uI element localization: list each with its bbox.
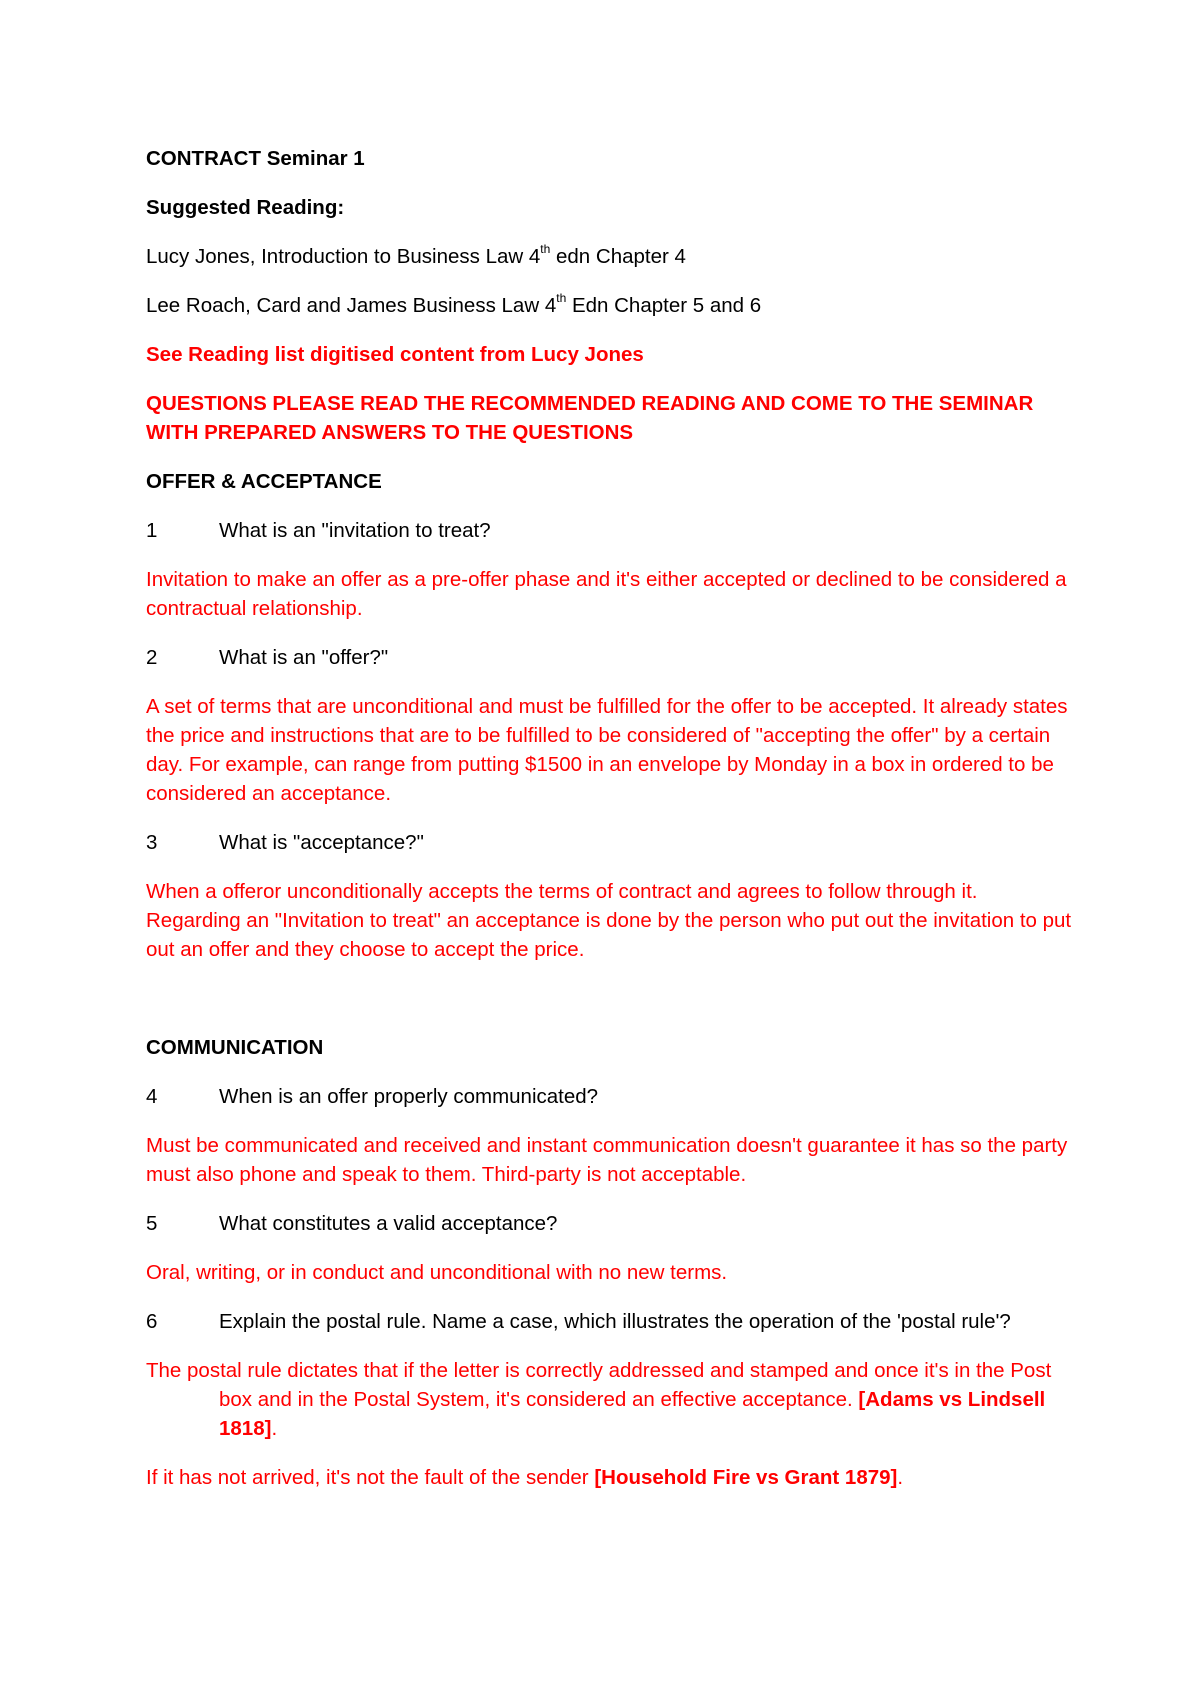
question-5 bbox=[146, 1209, 1076, 1238]
question-2 bbox=[146, 643, 1076, 672]
question-number: 3 bbox=[146, 831, 158, 854]
question-number: 1 bbox=[146, 519, 158, 542]
question-1 bbox=[146, 516, 1076, 545]
question-6 bbox=[146, 1307, 1076, 1336]
question-number: 2 bbox=[146, 646, 158, 669]
question-text: What constitutes a valid acceptance? bbox=[219, 1212, 558, 1235]
blank-line bbox=[146, 984, 1076, 1033]
answer-6: The postal rule dictates that if the letter is correctly addressed and stamped and once it's in the Post box and in the Postal System, it's considered an effective acceptance. [Adams vs Lindsell 1818]. bbox=[146, 1359, 1052, 1440]
answer-3: When a offeror unconditionally accepts the terms of contract and agrees to follow through it. Regarding an "Invitation to treat" an acceptance is done by the person who put out the invitation to put out an offer and they choose to accept the price. bbox=[146, 880, 1072, 961]
document-content bbox=[146, 144, 1076, 1512]
question-4 bbox=[146, 1082, 1076, 1111]
answer-2: A set of terms that are unconditional and must be fulfilled for the offer to be accepted. It already states the price and instructions that are to be fulfilled to be considered of "accepting the offer" by a certain day. For example, can range from putting $1500 in an envelope by Monday in a box in ordered to be considered an acceptance. bbox=[146, 695, 1068, 805]
question-number: 4 bbox=[146, 1085, 158, 1108]
reading-heading: Suggested Reading: bbox=[146, 196, 345, 219]
document-title: CONTRACT Seminar 1 bbox=[146, 147, 365, 170]
question-text: Explain the postal rule. Name a case, which illustrates the operation of the 'postal rule'? bbox=[219, 1310, 1011, 1333]
answer-1: Invitation to make an offer as a pre-offer phase and it's either accepted or declined to be considered a contractual relationship. bbox=[146, 568, 1067, 620]
section-heading-offer-acceptance: OFFER & ACCEPTANCE bbox=[146, 470, 382, 493]
answer-4: Must be communicated and received and instant communication doesn't guarantee it has so the party must also phone and speak to them. Third-party is not acceptable. bbox=[146, 1134, 1068, 1186]
case-citation: [Adams vs Lindsell 1818] bbox=[219, 1388, 1046, 1440]
instructions: QUESTIONS PLEASE READ THE RECOMMENDED READING AND COME TO THE SEMINAR WITH PREPARED ANSWERS TO THE QUESTIONS bbox=[146, 392, 1034, 444]
question-3 bbox=[146, 828, 1076, 857]
question-text: What is "acceptance?" bbox=[219, 831, 424, 854]
final-answer: If it has not arrived, it's not the fault of the sender [Household Fire vs Grant 1879]. bbox=[146, 1466, 904, 1489]
question-text: What is an "offer?" bbox=[219, 646, 389, 669]
section-heading-communication: COMMUNICATION bbox=[146, 1036, 324, 1059]
case-citation: [Household Fire vs Grant 1879] bbox=[594, 1466, 898, 1489]
question-number: 6 bbox=[146, 1310, 158, 1333]
digitised-note: See Reading list digitised content from Lucy Jones bbox=[146, 343, 644, 366]
reading-item: Lee Roach, Card and James Business Law 4th Edn Chapter 5 and 6 bbox=[146, 291, 762, 317]
answer-5: Oral, writing, or in conduct and unconditional with no new terms. bbox=[146, 1261, 728, 1284]
reading-item: Lucy Jones, Introduction to Business Law 4th edn Chapter 4 bbox=[146, 242, 686, 268]
question-text: What is an "invitation to treat? bbox=[219, 519, 491, 542]
question-text: When is an offer properly communicated? bbox=[219, 1085, 599, 1108]
question-number: 5 bbox=[146, 1212, 158, 1235]
